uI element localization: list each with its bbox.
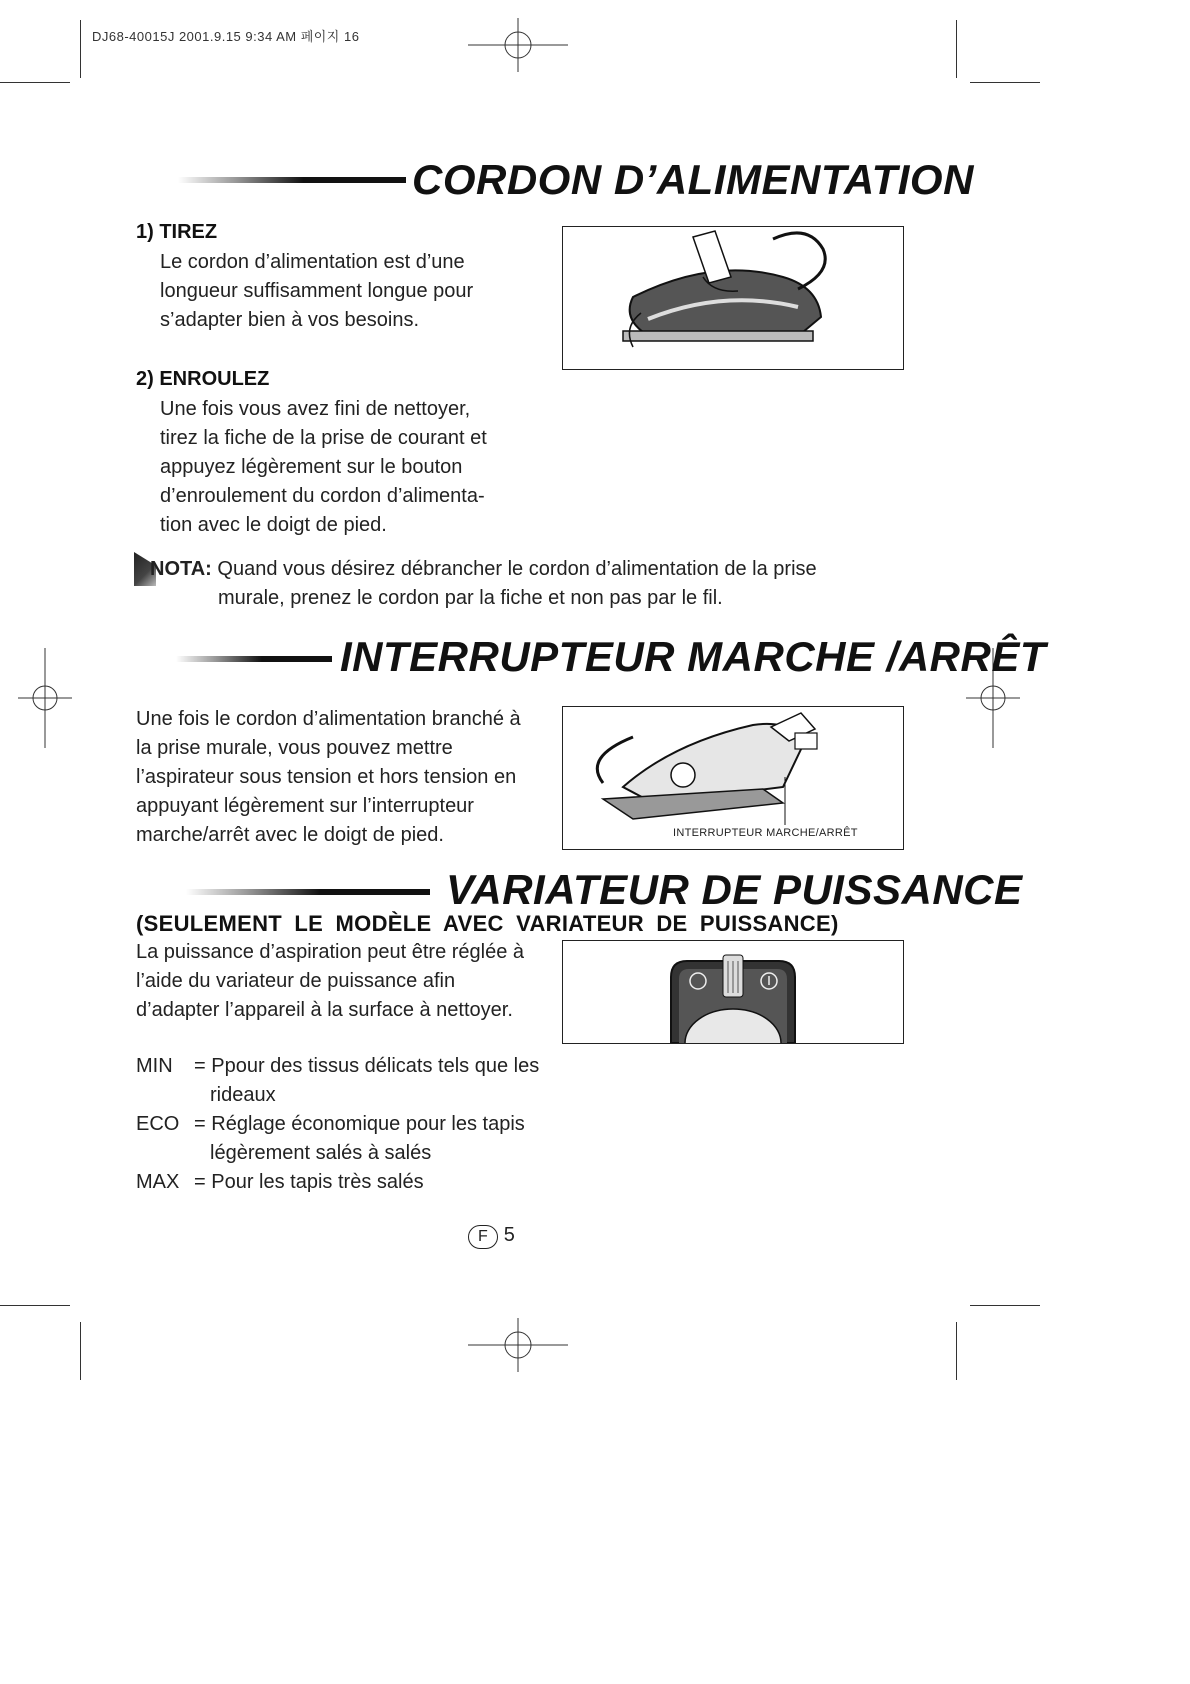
registration-mark-left-icon	[18, 648, 72, 748]
figure-caption-switch: INTERRUPTEUR MARCHE/ARRÊT	[673, 827, 858, 839]
step-text-enroulez: Une fois vous avez fini de nettoyer, tirez la fiche de la prise de courant et appuyez légèrement sur le bouton d’enroulement du cordon d’alimenta- tion avec le doigt de pied.	[160, 398, 487, 536]
mode-key: ECO	[136, 1113, 180, 1135]
vacuum-cord-illustration-icon	[563, 227, 903, 369]
variateur-subheading: (SEULEMENT LE MODÈLE AVEC VARIATEUR DE PUISSANCE)	[136, 911, 839, 936]
page-language-badge: F	[468, 1225, 498, 1249]
print-slug: DJ68-40015J 2001.9.15 9:34 AM 페이지 16	[92, 29, 360, 44]
step-heading-tirez: 1) TIREZ	[136, 221, 218, 243]
section-title-interrupteur: INTERRUPTEUR MARCHE /ARRÊT	[340, 633, 1046, 680]
step-heading-enroulez: 2) ENROULEZ	[136, 368, 270, 390]
power-dial-illustration-icon	[563, 941, 903, 1043]
registration-mark-top-icon	[468, 18, 568, 72]
section-rule	[176, 656, 332, 662]
figure-cord-pull	[562, 226, 904, 370]
mode-row-min: MIN = Ppour des tissus délicats tels que les	[136, 1052, 576, 1081]
page-number-value: 5	[503, 1224, 515, 1246]
nota-line1: Quand vous désirez débrancher le cordon d’alimentation de la prise	[217, 558, 817, 580]
nota-note	[150, 555, 910, 584]
nota-line2: murale, prenez le cordon par la fiche et non pas par le fil.	[218, 587, 723, 609]
variateur-text: La puissance d’aspiration peut être réglée à l’aide du variateur de puissance afin d’adapter l’appareil à la surface à nettoyer.	[136, 941, 525, 1021]
mode-row-eco-cont: légèrement salés à salés	[210, 1142, 432, 1164]
section-title-cordon: CORDON D’ALIMENTATION	[412, 156, 974, 203]
figure-power-regulator	[562, 940, 904, 1044]
mode-key: MIN	[136, 1055, 173, 1077]
step-text-tirez: Le cordon d’alimentation est d’une longueur suffisamment longue pour s’adapter bien à vos besoins.	[160, 251, 474, 331]
mode-row-min-cont: rideaux	[210, 1084, 276, 1106]
section-rule	[186, 889, 430, 895]
section-title-variateur: VARIATEUR DE PUISSANCE	[446, 866, 1023, 913]
interrupteur-text: Une fois le cordon d’alimentation branché à la prise murale, vous pouvez mettre l’aspirateur sous tension et hors tension en appuyant légèrement sur l’interrupteur marche/arrêt avec le doigt de pied.	[136, 708, 521, 846]
figure-on-off-switch	[562, 706, 904, 850]
mode-row-max: MAX = Pour les tapis très salés	[136, 1168, 576, 1197]
nota-label: NOTA:	[150, 558, 212, 580]
registration-mark-bottom-icon	[468, 1318, 568, 1372]
mode-row-eco: ECO = Réglage économique pour les tapis	[136, 1110, 576, 1139]
page-number	[468, 1224, 515, 1249]
mode-key: MAX	[136, 1171, 180, 1193]
section-rule	[178, 177, 406, 183]
